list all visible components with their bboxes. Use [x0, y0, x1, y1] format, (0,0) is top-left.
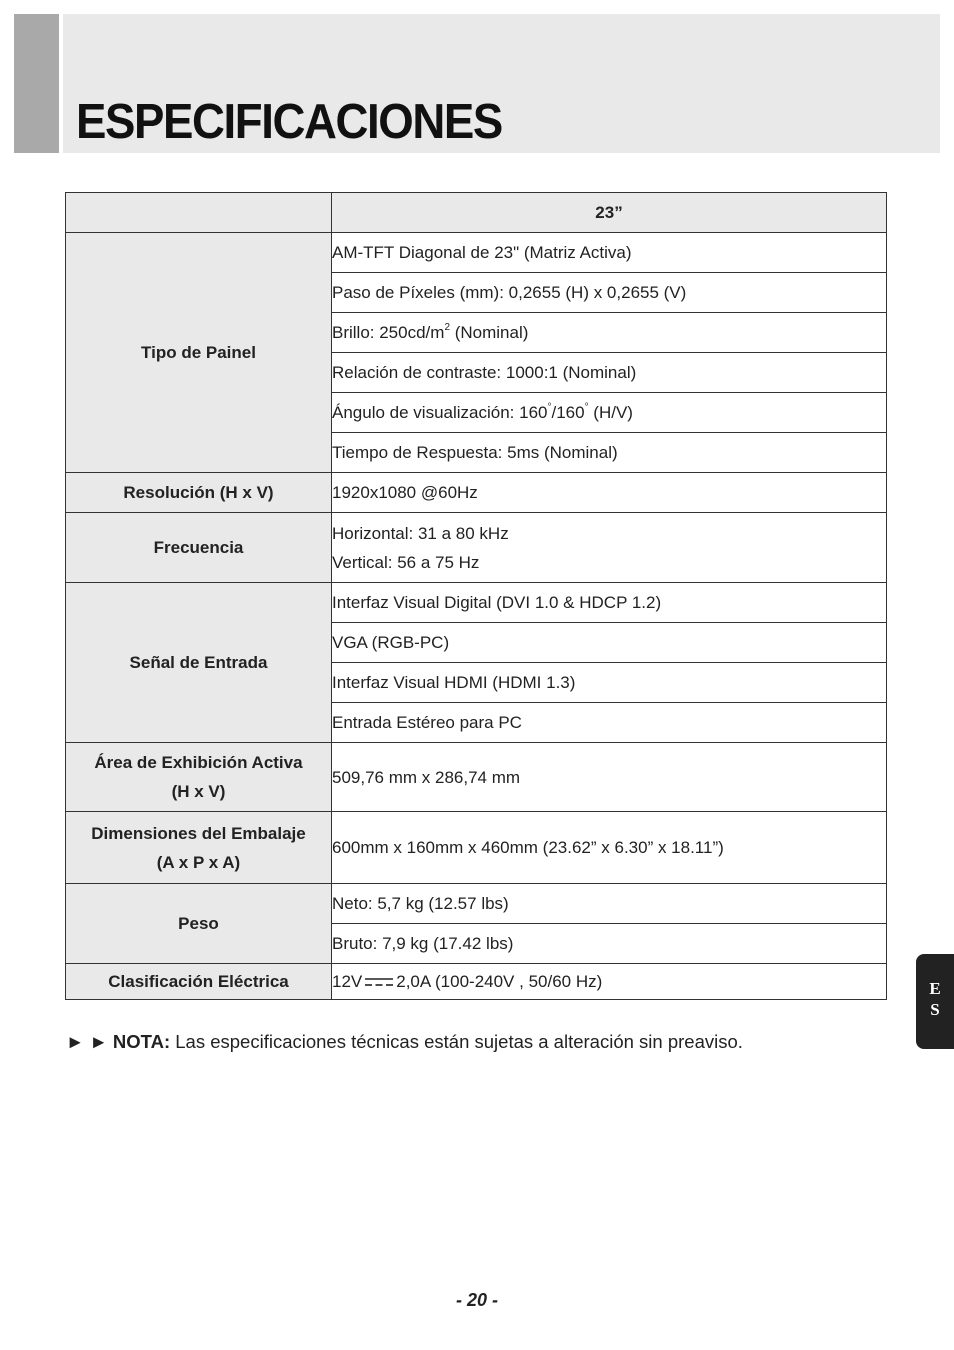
brightness-text: Brillo: 250cd/m [332, 323, 445, 342]
contrast-value: Relación de contraste: 1000:1 (Nominal) [332, 353, 887, 393]
packaging-label-line1: Dimensiones del Embalaje [91, 823, 306, 843]
row-label-frequency: Frecuencia [66, 513, 332, 583]
language-tab-letter: S [930, 1000, 940, 1019]
page-number: - 20 - [455, 1290, 498, 1310]
pixel-pitch-value: Paso de Píxeles (mm): 0,2655 (H) x 0,2655 (V) [332, 273, 887, 313]
specifications-table [65, 192, 887, 1000]
electrical-value [332, 964, 887, 1000]
viewing-angle-value [332, 393, 887, 433]
row-label-packaging [66, 812, 332, 884]
table-header-row [66, 193, 887, 233]
viewing-angle-suffix: (H/V) [588, 403, 633, 422]
viewing-angle-mid: /160 [551, 403, 585, 422]
table-row [66, 513, 887, 583]
active-area-label-line2: (H x V) [171, 782, 226, 801]
table-row [66, 473, 887, 513]
brightness-suffix: (Nominal) [450, 323, 529, 342]
note-paragraph [66, 1031, 743, 1053]
frequency-vertical: Vertical: 56 a 75 Hz [332, 552, 480, 572]
brightness-unit-sup: 2 [444, 322, 450, 334]
viewing-angle-text: Ángulo de visualización: 160 [332, 403, 548, 422]
table-row [66, 233, 887, 273]
weight-gross-value: Bruto: 7,9 kg (17.42 lbs) [332, 924, 887, 964]
table-row [66, 812, 887, 884]
row-label-resolution: Resolución (H x V) [66, 473, 332, 513]
voltage-text: 12V [332, 972, 363, 991]
page-title: ESPECIFICACIONES [76, 95, 502, 149]
language-tab-es [916, 954, 954, 1049]
row-label-weight: Peso [66, 884, 332, 964]
input-vga-value: VGA (RGB-PC) [332, 623, 887, 663]
language-tab-letter: E [929, 979, 941, 998]
note-arrows: ► ► [66, 1031, 108, 1052]
input-audio-value: Entrada Estéreo para PC [332, 703, 887, 743]
current-text: 2,0A (100-240V , 50/60 Hz) [396, 972, 603, 991]
table-row [66, 964, 887, 1000]
degree-sup: ° [584, 402, 589, 414]
active-area-label-line1: Área de Exhibición Activa [94, 753, 303, 772]
degree-sup: ° [547, 402, 552, 414]
row-label-panel-type: Tipo de Painel [66, 233, 332, 473]
packaging-label-line2: (A x P x A) [156, 852, 241, 872]
dc-symbol-icon [365, 977, 393, 987]
row-label-input-signal: Señal de Entrada [66, 583, 332, 743]
packaging-value: 600mm x 160mm x 460mm (23.62” x 6.30” x 18.11”) [332, 812, 887, 884]
header-accent-bar [14, 14, 59, 153]
brightness-value [332, 313, 887, 353]
weight-net-value: Neto: 5,7 kg (12.57 lbs) [332, 884, 887, 924]
input-hdmi-value: Interfaz Visual HDMI (HDMI 1.3) [332, 663, 887, 703]
panel-type-value: AM-TFT Diagonal de 23" (Matriz Activa) [332, 233, 887, 273]
row-label-electrical: Clasificación Eléctrica [66, 964, 332, 1000]
response-time-value: Tiempo de Respuesta: 5ms (Nominal) [332, 433, 887, 473]
active-area-value: 509,76 mm x 286,74 mm [332, 743, 887, 812]
table-row [66, 583, 887, 623]
table-row [66, 743, 887, 812]
resolution-value: 1920x1080 @60Hz [332, 473, 887, 513]
table-column-header: 23” [332, 193, 887, 233]
note-label: NOTA: [112, 1031, 171, 1052]
row-label-active-area [66, 743, 332, 812]
frequency-horizontal: Horizontal: 31 a 80 kHz [332, 523, 509, 543]
table-row [66, 884, 887, 924]
frequency-value [332, 513, 887, 583]
input-dvi-value: Interfaz Visual Digital (DVI 1.0 & HDCP 1.2) [332, 583, 887, 623]
table-header-empty-cell [66, 193, 332, 233]
note-text: Las especificaciones técnicas están sujetas a alteración sin preaviso. [175, 1031, 743, 1052]
